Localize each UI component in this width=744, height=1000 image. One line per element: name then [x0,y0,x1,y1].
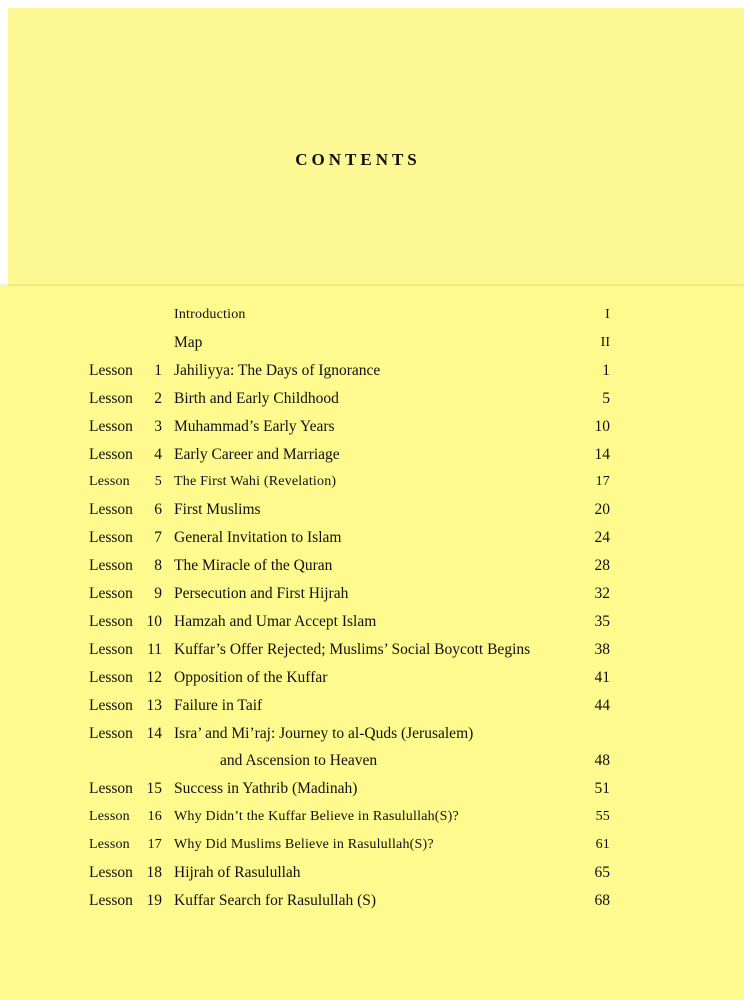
lesson-number: 19 [146,891,162,909]
lesson-label: Lesson [89,696,133,714]
toc-entry-title: Isra’ and Mi’raj: Journey to al-Quds (Jerusalem) [174,724,474,742]
toc-entry-title: Why Didn’t the Kuffar Believe in Rasulullah(S)? [174,809,459,825]
toc-page-number: 48 [594,752,610,770]
toc-page-number: I [605,307,610,322]
toc-row [0,416,744,438]
toc-page-number: 32 [594,585,610,602]
lesson-number: 17 [147,837,162,853]
lesson-label: Lesson [89,501,133,519]
lesson-number: 5 [154,474,162,490]
toc-entry-title: Birth and Early Childhood [174,389,339,407]
contents-heading: CONTENTS [295,150,421,169]
lesson-label: Lesson [89,724,133,742]
toc-entry-title: Persecution and First Hijrah [174,585,349,602]
lesson-label: Lesson [89,809,130,825]
toc-row [0,471,744,493]
lesson-number: 8 [154,557,162,575]
toc-entry-title: First Muslims [174,501,261,519]
lesson-number: 18 [146,864,162,881]
lesson-number: 2 [154,389,162,407]
toc-entry-title: and Ascension to Heaven [220,752,378,770]
lesson-number: 14 [146,724,162,742]
toc-page-number: 35 [594,612,610,630]
toc-row [0,862,744,884]
lesson-number: 1 [154,361,162,379]
lesson-label: Lesson [89,474,130,490]
toc-page-number: 28 [594,557,610,575]
toc-entry-title: Hijrah of Rasulullah [174,864,301,881]
toc-row [0,332,744,354]
lesson-label: Lesson [89,780,133,798]
toc-row [0,778,744,800]
lesson-label: Lesson [89,529,133,547]
lesson-label: Lesson [89,585,133,602]
toc-row [0,695,744,717]
lesson-label: Lesson [89,891,133,909]
toc-entry-title: The First Wahi (Revelation) [174,474,337,490]
toc-entry-title: Muhammad’s Early Years [174,417,335,435]
lesson-label: Lesson [89,612,133,630]
toc-page-number: 55 [595,809,610,825]
toc-row [0,611,744,633]
lesson-label: Lesson [89,557,133,575]
toc-page-number: 61 [595,837,610,853]
toc-page-number: 44 [594,696,610,714]
lesson-number: 6 [154,501,162,519]
toc-entry-title: Introduction [174,307,246,322]
lesson-label: Lesson [89,389,133,407]
lesson-number: 4 [154,445,162,463]
lesson-number: 7 [154,529,162,547]
toc-page-number: 65 [594,864,610,881]
paper-sheet-top [8,8,744,298]
toc-entry-title: Why Did Muslims Believe in Rasulullah(S)? [174,837,434,853]
toc-row [0,304,744,326]
lesson-label: Lesson [89,640,133,658]
toc-entry-title: Failure in Taif [174,696,263,714]
toc-row [0,444,744,466]
lesson-number: 10 [146,612,162,630]
lesson-label: Lesson [89,361,133,379]
toc-page-number: 1 [602,361,610,379]
lesson-number: 16 [147,809,162,825]
toc-page-number: 10 [594,417,610,435]
toc-row [0,639,744,661]
lesson-label: Lesson [89,417,133,435]
lesson-label: Lesson [89,864,133,881]
toc-entry-title: Success in Yathrib (Madinah) [174,780,358,798]
toc-page-number: 41 [594,668,610,686]
toc-entry-title: Kuffar’s Offer Rejected; Muslims’ Social Boycott Begins [174,640,531,658]
toc-page-number: 68 [594,891,610,909]
lesson-number: 15 [146,780,162,798]
toc-row [0,750,744,772]
toc-page-number: 38 [594,640,610,658]
toc-page-number: 17 [595,474,610,490]
toc-row [0,723,744,745]
toc-entry-title: The Miracle of the Quran [174,557,333,575]
lesson-label: Lesson [89,668,133,686]
toc-entry-title: Kuffar Search for Rasulullah (S) [174,891,377,909]
lesson-number: 9 [154,585,162,602]
toc-entry-title: Early Career and Marriage [174,445,340,463]
lesson-number: 11 [147,640,162,658]
toc-row [0,806,744,828]
toc-entry-title: Map [174,333,203,351]
toc-page-number: 14 [594,445,610,463]
toc-row [0,667,744,689]
lesson-number: 13 [146,696,162,714]
toc-entry-title: General Invitation to Islam [174,529,342,547]
lesson-label: Lesson [89,837,130,853]
toc-row [0,499,744,521]
toc-row [0,388,744,410]
lesson-number: 3 [154,417,162,435]
toc-page-number: 20 [594,501,610,519]
toc-entry-title: Jahiliyya: The Days of Ignorance [174,361,381,379]
toc-row [0,555,744,577]
toc-entry-title: Hamzah and Umar Accept Islam [174,612,377,630]
toc-page-number: II [600,334,610,350]
lesson-number: 12 [146,668,162,686]
lesson-label: Lesson [89,445,133,463]
toc-row [0,834,744,856]
toc-row [0,527,744,549]
toc-entry-title: Opposition of the Kuffar [174,668,328,686]
toc-page-number: 24 [594,529,610,547]
toc-row [0,360,744,382]
toc-row [0,890,744,912]
toc-page-number: 51 [594,780,610,798]
toc-row [0,583,744,605]
toc-page-number: 5 [602,389,610,407]
